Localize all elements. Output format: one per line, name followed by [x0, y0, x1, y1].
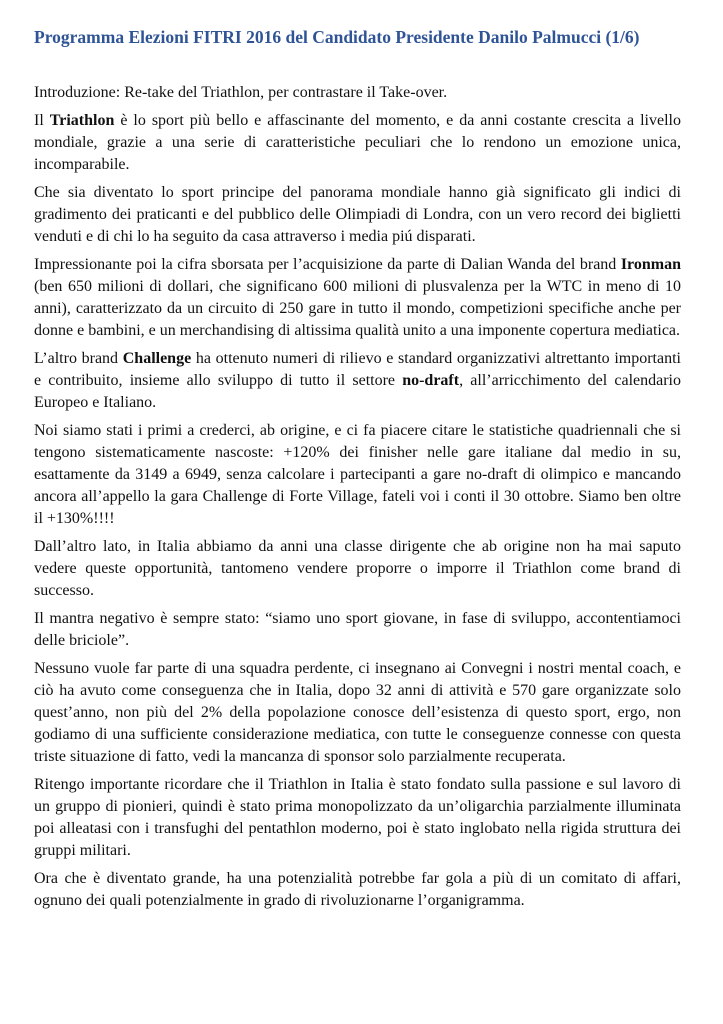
paragraph-7: Il mantra negativo è sempre stato: “siamo uno sport giovane, in fase di sviluppo, accontentiamoci delle briciole”.	[34, 610, 681, 649]
p4-text-c: ha ottenuto numeri di rilievo e standard organizzativi altrettanto importanti e contribuito, insieme allo sviluppo di tutto il settore	[34, 350, 681, 389]
paragraph-6: Dall’altro lato, in Italia abbiamo da anni una classe dirigente che ab origine non ha mai saputo vedere queste opportunità, tantomeno vendere proporre o imporre il Triathlon come brand di successo.	[34, 538, 681, 599]
paragraph-10: Ora che è diventato grande, ha una potenzialità potrebbe far gola a più di un comitato di affari, ognuno dei quali potenzialmente in grado di rivoluzionarne l’organigramma.	[34, 870, 681, 909]
p4-text-e: , all’arricchimento del calendario Europeo e Italiano.	[34, 372, 681, 411]
p4-bold-no-draft: no-draft	[402, 372, 460, 389]
paragraph-9: Ritengo importante ricordare che il Triathlon in Italia è stato fondato sulla passione e sul lavoro di un gruppo di pionieri, quindi è stato prima monopolizzato da un’oligarchia parzialmente illuminata poi alleatasi con i transfughi del pentathlon moderno, poi è stato inglobato nella rigida struttura dei gruppi militari.	[34, 776, 681, 859]
document-title: Programma Elezioni FITRI 2016 del Candidato Presidente Danilo Palmucci (1/6)	[34, 27, 640, 47]
p1-bold-triathlon: Triathlon	[49, 112, 115, 129]
paragraph-1	[34, 110, 681, 176]
p3-text-c: (ben 650 milioni di dollari, che significano 600 milioni di plusvalenza per la WTC in meno di 10 anni), caratterizzato da un circuito di 250 gare in tutto il mondo, competizioni specifiche anche per donne e bambini, e un merchandising di altissima qualità unito a una imponente copertura mediatica.	[34, 278, 681, 339]
p1-text-c: è lo sport più bello e affascinante del momento, e da anni costante crescita a livello mondiale, grazie a una serie di caratteristiche peculiari che lo rendono un emozione unica, incomparabile.	[34, 112, 681, 173]
paragraph-5: Noi siamo stati i primi a crederci, ab origine, e ci fa piacere citare le statistiche quadriennali che si tengono sistematicamente nascoste: +120% dei finisher nelle gare italiane dal medio in su, esattamente da 3149 a 6949, senza calcolare i partecipanti a gare no-draft di olimpico e mancando ancora all’appello la gara Challenge di Forte Village, fateli voi i conti il 30 ottobre. Siamo ben oltre il +130%!!!!	[34, 422, 681, 527]
intro-line: Introduzione: Re-take del Triathlon, per contrastare il Take-over.	[34, 84, 448, 101]
paragraph-8: Nessuno vuole far parte di una squadra perdente, ci insegnano ai Convegni i nostri mental coach, e ciò ha avuto come conseguenza che in Italia, dopo 32 anni di attività e 570 gare organizzate solo quest’anno, non più del 2% della popolazione conosce dell’esistenza di questo sport, ergo, non godiamo di una sufficiente considerazione mediatica, con tutte le conseguenze connesse con questa triste situazione di fatto, vedi la mancanza di sponsor solo parzialmente recuperata.	[34, 660, 681, 765]
p3-text-a: Impressionante poi la cifra sborsata per l’acquisizione da parte di Dalian Wanda del brand	[34, 256, 621, 273]
paragraph-4	[34, 348, 681, 414]
paragraph-3	[34, 254, 681, 342]
paragraph-2: Che sia diventato lo sport principe del panorama mondiale hanno già significato gli indici di gradimento dei praticanti e del pubblico delle Olimpiadi di Londra, con un vero record dei biglietti venduti e di chi lo ha seguito da casa attraverso i media piú disparati.	[34, 184, 681, 245]
p1-text-a: Il	[34, 112, 50, 129]
p4-text-a: L’altro brand	[34, 350, 123, 367]
p4-bold-challenge: Challenge	[122, 350, 192, 367]
p3-bold-ironman: Ironman	[620, 256, 681, 273]
